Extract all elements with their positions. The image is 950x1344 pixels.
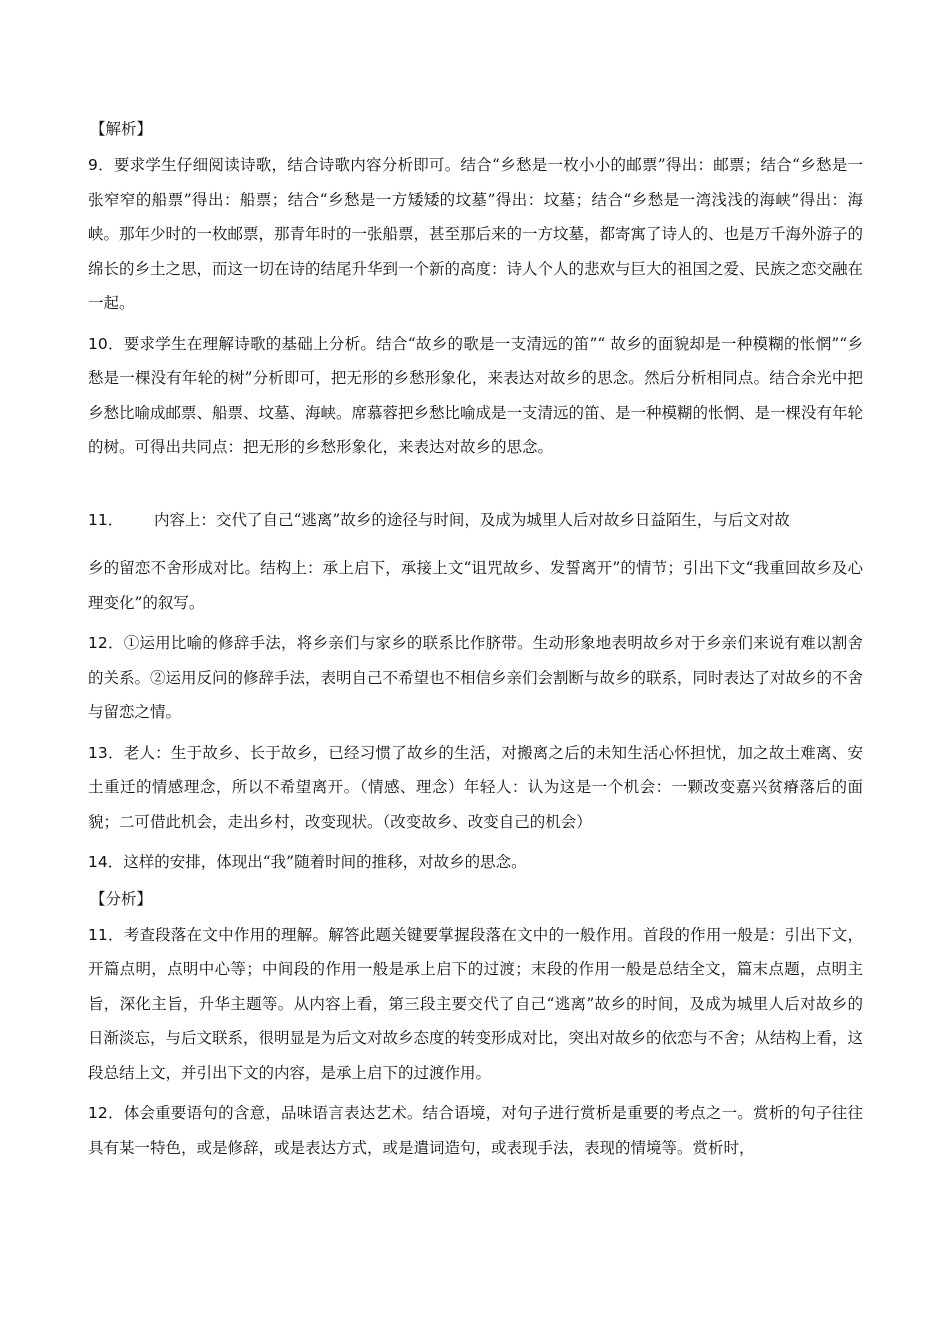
item-text: 考查段落在文中作用的理解。解答此题关键要掌握段落在文中的一般作用。首段的作用一般是：引出下文，开篇点明，点明中心等；中间段的作用一般是承上启下的过渡；末段的作用一般是总结全文，篇末点题，点明主旨，深化主旨，升华主题等。从内容上看，第三段主要交代了自己“逃离”故乡的时间，及成为城里人后对故乡的日渐淡忘，与后文联系，很明显是为后文对故乡态度的转变形成对比，突出对故乡的依恋与不舍；从结构上看，这段总结上文，并引出下文的内容，是承上启下的过渡作用。 xyxy=(88,925,864,1082)
item-number: 12． xyxy=(88,1104,124,1122)
jiexi-heading: 【解析】 xyxy=(90,120,153,138)
item-text: ①运用比喻的修辞手法，将乡亲们与家乡的联系比作脐带。生动形象地表明故乡对于乡亲们来说有难以割舍的关系。②运用反问的修辞手法，表明自己不希望也不相信乡亲们会割断与故乡的联系，同时表达了对故乡的不舍与留恋之情。 xyxy=(88,634,864,721)
item-number: 11． xyxy=(88,925,124,944)
item-number: 11． xyxy=(88,510,124,529)
answer-item-13 xyxy=(88,736,863,840)
jiexi-item-9 xyxy=(88,148,863,321)
item-text: 体会重要语句的含意，品味语言表达艺术。结合语境，对句子进行赏析是重要的考点之一。赏析的句子往往具有某一特色，或是修辞，或是表达方式，或是遣词造句，或表现手法，表现的情境等。赏析时， xyxy=(88,1104,863,1157)
answer-item-12 xyxy=(88,626,863,730)
item-number: 12． xyxy=(88,634,124,652)
item-number: 13． xyxy=(88,743,124,762)
fenxi-item-11 xyxy=(88,918,863,1091)
section-gap xyxy=(88,471,863,503)
item-text: 这样的安排，体现出“我”随着时间的推移，对故乡的思念。 xyxy=(123,853,527,871)
fenxi-item-12 xyxy=(88,1096,863,1165)
item-text: 要求学生仔细阅读诗歌，结合诗歌内容分析即可。结合“乡愁是一枚小小的邮票”得出：邮票；结合“乡愁是一张窄窄的船票”得出：船票；结合“乡愁是一方矮矮的坟墓”得出：坟墓；结合“乡愁是一湾浅浅的海峡”得出：海峡。那年少时的一枚邮票，那青年时的一张船票，甚至那后来的一方坟墓，都寄寓了诗人的、也是万千海外游子的绵长的乡土之思，而这一切在诗的结尾升华到一个新的高度：诗人个人的悲欢与巨大的祖国之爱、民族之恋交融在一起。 xyxy=(88,156,864,312)
answer-item-11-first-line xyxy=(88,503,863,538)
fenxi-heading: 【分析】 xyxy=(90,889,153,908)
jiexi-item-10 xyxy=(88,327,863,465)
item-number: 14． xyxy=(88,853,124,871)
document-content xyxy=(88,116,863,1171)
answer-item-11-rest: 乡的留恋不舍形成对比。结构上：承上启下，承接上文“诅咒故乡、发誓离开”的情节；引出下文“我重回故乡及心理变化”的叙写。 xyxy=(88,559,863,612)
item-number: 10． xyxy=(88,334,124,353)
item-text: 内容上：交代了自己“逃离”故乡的途径与时间，及成为城里人后对故乡日益陌生，与后文对故 xyxy=(154,510,790,529)
item-number: 9． xyxy=(88,156,114,174)
answer-item-14 xyxy=(88,845,863,880)
item-text: 老人：生于故乡、长于故乡，已经习惯了故乡的生活，对搬离之后的未知生活心怀担忧，加之故土难离、安土重迁的情感理念，所以不希望离开。（情感、理念）年轻人：认为这是一个机会：一颗改变嘉兴贫瘠落后的面貌；二可借此机会，走出乡村，改变现状。（改变故乡、改变自己的机会） xyxy=(88,743,863,831)
item-text: 要求学生在理解诗歌的基础上分析。结合“故乡的歌是一支清远的笛”“ 故乡的面貌却是一种模糊的怅惘”“乡愁是一棵没有年轮的树”分析即可，把无形的乡愁形象化，来表达对故乡的思念。然后分析相同点。结合余光中把乡愁比喻成邮票、船票、坟墓、海峡。席慕蓉把乡愁比喻成是一支清远的笛、是一种模糊的怅惘、是一棵没有年轮的树。可得出共同点：把无形的乡愁形象化，来表达对故乡的思念。 xyxy=(88,334,864,456)
